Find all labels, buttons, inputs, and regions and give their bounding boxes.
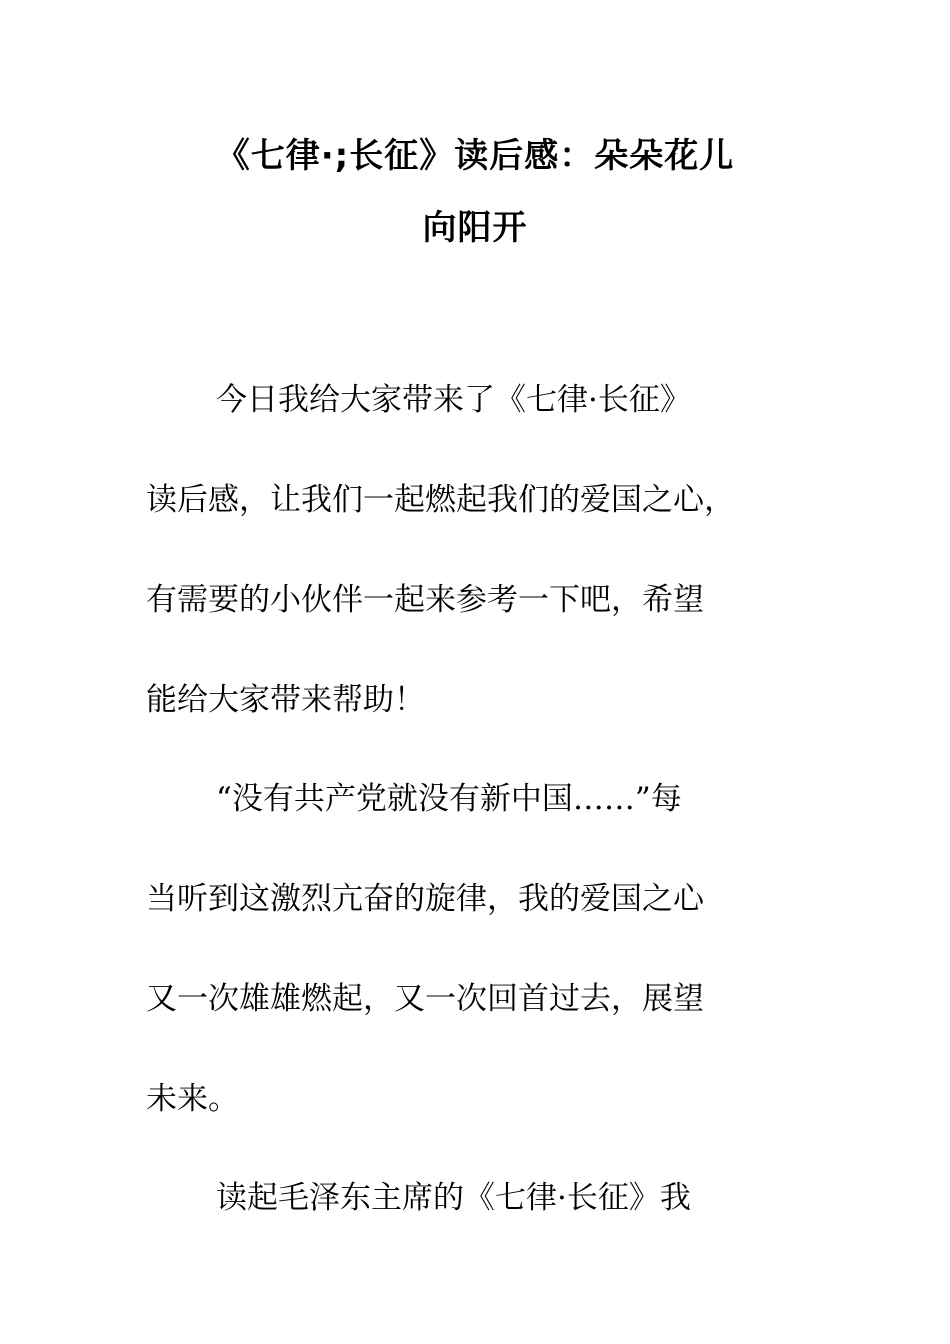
paragraph-2-line-1: “没有共产党就没有新中国……”每 — [216, 781, 682, 817]
paragraph-1-line-2: 读后感，让我们一起燃起我们的爱国之心， — [146, 482, 735, 518]
document-title-line-2: 向阳开 — [422, 208, 528, 248]
paragraph-1-line-4: 能给大家带来帮助！ — [146, 682, 425, 718]
paragraph-1-line-1: 今日我给大家带来了《七律·长征》 — [216, 382, 691, 418]
paragraph-2-line-3: 又一次雄雄燃起，又一次回首过去，展望 — [146, 981, 704, 1017]
paragraph-2-line-2: 当听到这激烈亢奋的旋律，我的爱国之心 — [146, 881, 704, 917]
paragraph-3-line-1: 读起毛泽东主席的《七律·长征》我 — [216, 1180, 691, 1216]
document-title-line-1: 《七律·;长征》读后感：朵朵花儿 — [215, 136, 735, 176]
paragraph-2-line-4: 未来。 — [146, 1081, 239, 1117]
paragraph-1-line-3: 有需要的小伙伴一起来参考一下吧，希望 — [146, 582, 704, 618]
